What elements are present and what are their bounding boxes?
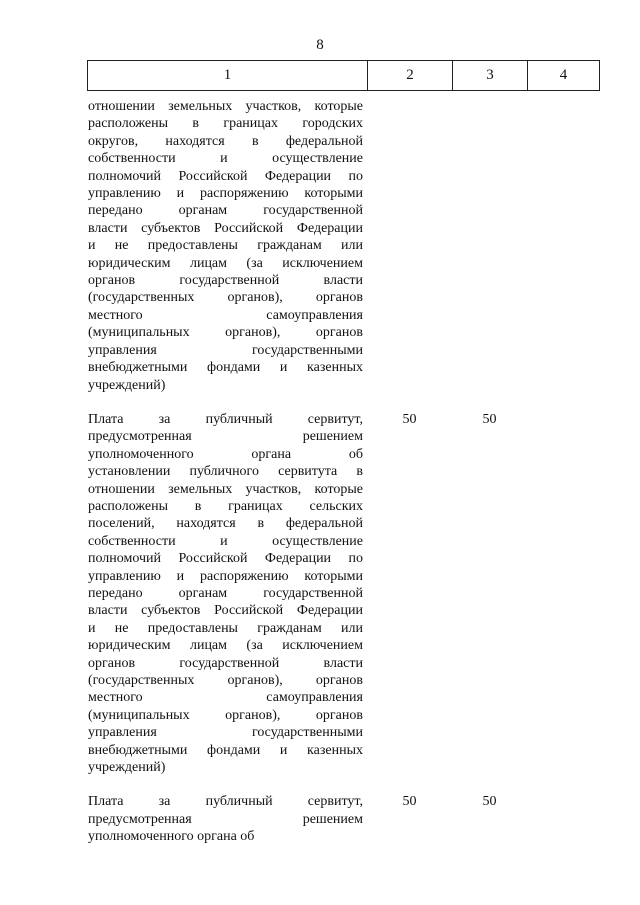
text-line: управления государственными bbox=[88, 342, 363, 358]
text-line: юридическим лицам (за исключением bbox=[88, 255, 363, 271]
table-row bbox=[88, 793, 600, 845]
text-line: поселений, находятся в федеральной bbox=[88, 516, 363, 532]
text-line: (муниципальных органов), органов bbox=[88, 325, 363, 341]
row-gap bbox=[88, 394, 600, 411]
text-line: учреждений) bbox=[88, 760, 166, 776]
row-value-col-2: 50 bbox=[402, 794, 417, 810]
text-line: (государственных органов), органов bbox=[88, 290, 363, 306]
text-line: учреждений) bbox=[88, 377, 166, 393]
table-body bbox=[88, 98, 600, 846]
text-line: Плата за публичный сервитут, bbox=[88, 794, 363, 810]
text-line: расположены в границах городских bbox=[88, 116, 363, 132]
header-col-1: 1 bbox=[223, 67, 232, 83]
text-line: органов государственной власти bbox=[88, 273, 363, 289]
text-line: внебюджетными фондами и казенных bbox=[88, 360, 363, 376]
text-line: уполномоченного органа об bbox=[88, 446, 363, 462]
text-line: власти субъектов Российской Федерации bbox=[88, 220, 363, 236]
text-line: передано органам государственной bbox=[88, 203, 363, 219]
text-line: округов, находятся в федеральной bbox=[88, 133, 363, 149]
text-line: и не предоставлены гражданам или bbox=[88, 238, 363, 254]
row-description bbox=[88, 98, 363, 394]
row-value-col-3: 50 bbox=[482, 794, 497, 810]
text-line: собственности и осуществление bbox=[88, 151, 363, 167]
text-line: (государственных органов), органов bbox=[88, 673, 363, 688]
text-line: полномочий Российской Федерации по bbox=[88, 551, 363, 567]
text-line: управлению и распоряжению которыми bbox=[88, 186, 363, 202]
text-line: передано органам государственной bbox=[88, 585, 363, 601]
header-col-2: 2 bbox=[367, 61, 452, 90]
text-line: управлению и распоряжению которыми bbox=[88, 568, 363, 584]
text-line: юридическим лицам (за исключением bbox=[88, 638, 363, 654]
row-value-col-3: 50 bbox=[482, 411, 497, 427]
text-line: отношении земельных участков, которые bbox=[88, 99, 363, 114]
page-number: 8 bbox=[316, 37, 324, 53]
text-line: полномочий Российской Федерации по bbox=[88, 168, 363, 184]
row-description bbox=[88, 793, 363, 845]
text-line: предусмотренная решением bbox=[88, 429, 363, 445]
text-line: предусмотренная решением bbox=[88, 811, 363, 827]
text-line: расположены в границах сельских bbox=[88, 498, 363, 514]
text-line: уполномоченного органа об bbox=[88, 829, 255, 845]
text-line: (муниципальных органов), органов bbox=[88, 707, 363, 723]
row-description bbox=[88, 411, 363, 777]
table-header bbox=[87, 60, 600, 91]
text-line: местного самоуправления bbox=[88, 690, 363, 706]
text-line: органов государственной власти bbox=[88, 655, 363, 671]
text-line: внебюджетными фондами и казенных bbox=[88, 742, 363, 758]
header-col-3: 3 bbox=[452, 61, 527, 90]
table-row bbox=[88, 98, 600, 394]
text-line: и не предоставлены гражданам или bbox=[88, 620, 363, 636]
text-line: установлении публичного сервитута в bbox=[88, 464, 363, 480]
row-gap bbox=[88, 776, 600, 793]
text-line: местного самоуправления bbox=[88, 307, 363, 323]
text-line: управления государственными bbox=[88, 725, 363, 741]
row-value-col-2: 50 bbox=[402, 411, 417, 427]
text-line: власти субъектов Российской Федерации bbox=[88, 603, 363, 619]
text-line: собственности и осуществление bbox=[88, 533, 363, 549]
header-col-4: 4 bbox=[527, 61, 599, 90]
text-line: Плата за публичный сервитут, bbox=[88, 411, 363, 427]
text-line: отношении земельных участков, которые bbox=[88, 481, 363, 497]
table-row bbox=[88, 411, 600, 777]
